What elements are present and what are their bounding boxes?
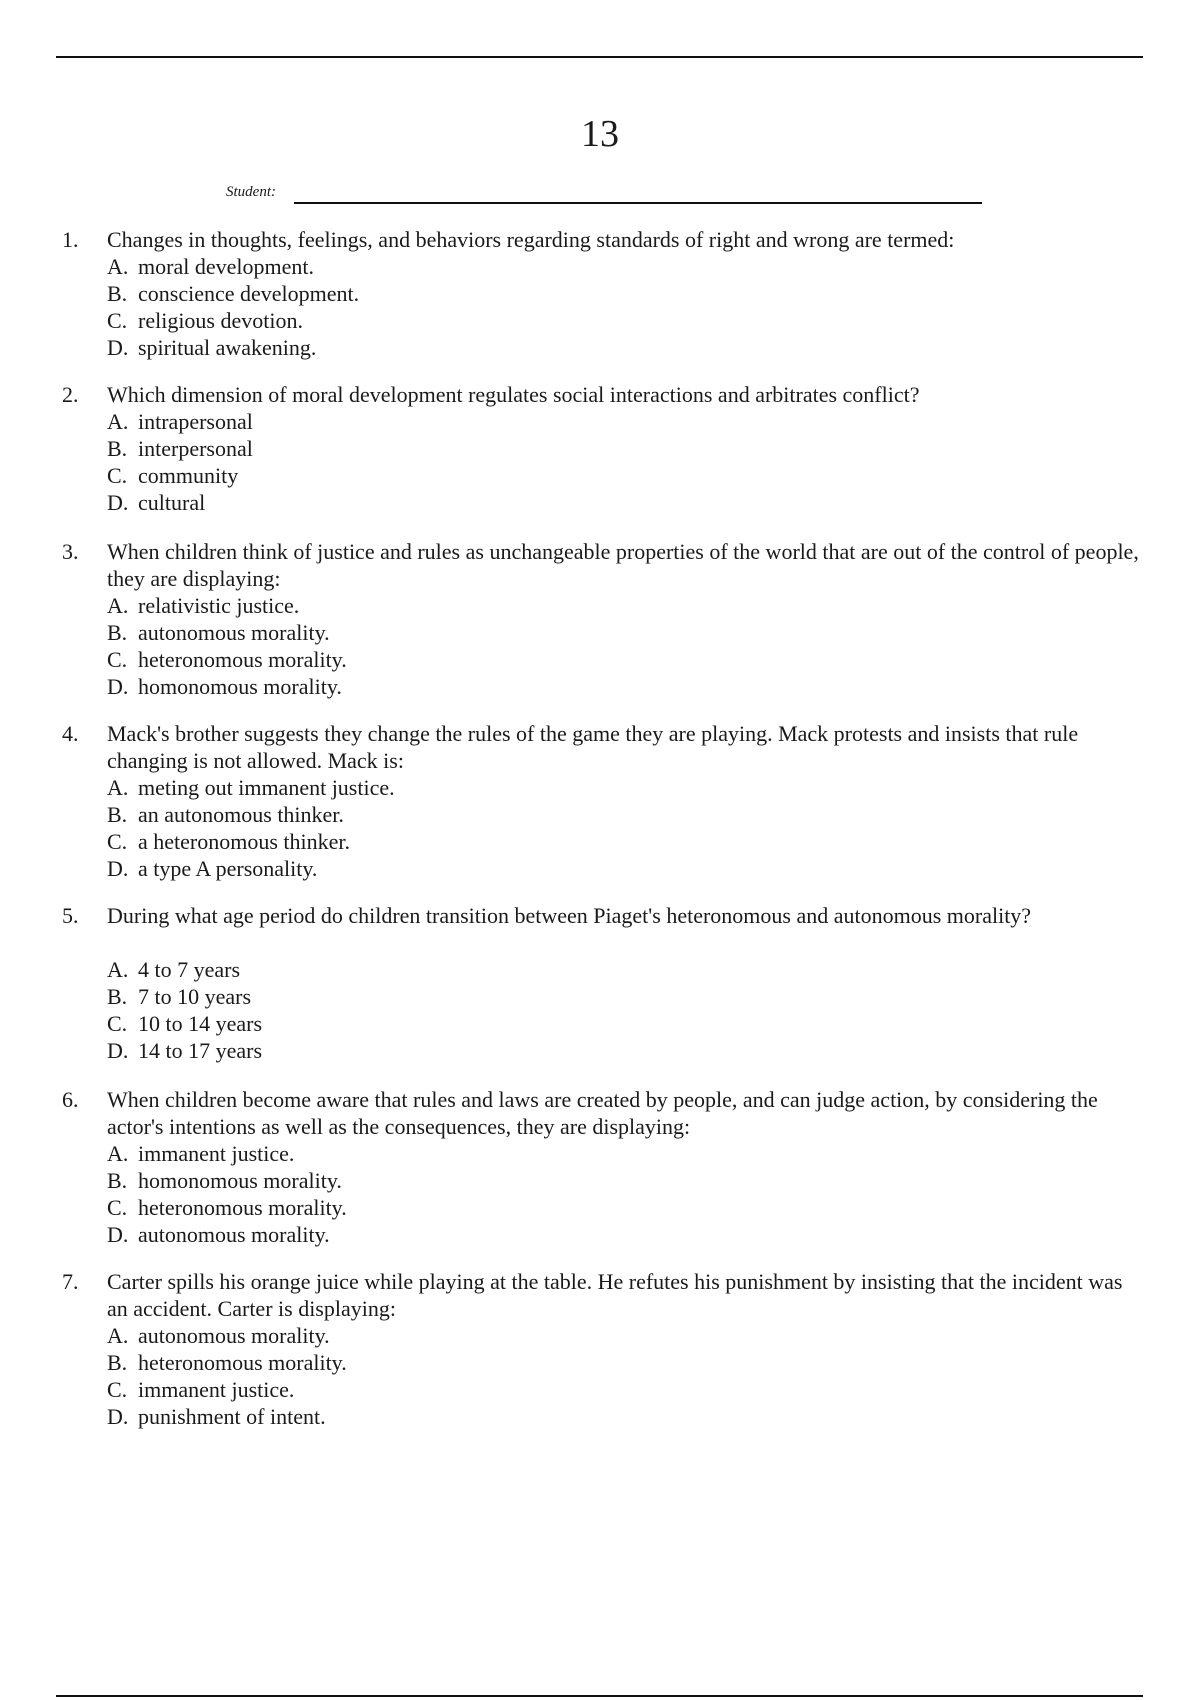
option-text: 14 to 17 years: [138, 1038, 263, 1063]
option-letter: D.: [107, 1222, 129, 1247]
option-text: 10 to 14 years: [138, 1011, 263, 1036]
option-text: autonomous morality.: [138, 1222, 330, 1247]
answer-option[interactable]: [107, 1010, 1007, 1037]
answer-option[interactable]: [107, 1194, 1007, 1221]
answer-option[interactable]: [107, 1403, 1007, 1430]
option-text: homonomous morality.: [138, 1168, 342, 1193]
answer-option[interactable]: [107, 855, 1007, 882]
student-label: Student:: [226, 184, 276, 200]
option-letter: A.: [107, 409, 129, 434]
question-stem: When children become aware that rules and laws are created by people, and can judge action, by considering the actor's intentions as well as the consequences, they are displaying:: [107, 1087, 1098, 1139]
answer-option[interactable]: [107, 435, 1007, 462]
bottom-rule: [56, 1695, 1143, 1697]
question-stem: Carter spills his orange juice while playing at the table. He refutes his punishment by insisting that the incident was an accident. Carter is displaying:: [107, 1269, 1123, 1321]
answer-option[interactable]: [107, 280, 1007, 307]
option-letter: B.: [107, 802, 128, 827]
option-letter: B.: [107, 436, 128, 461]
answer-option[interactable]: [107, 673, 1007, 700]
answer-option[interactable]: [107, 408, 1007, 435]
answer-option[interactable]: [107, 489, 1007, 516]
answer-option[interactable]: [107, 1221, 1007, 1248]
option-letter: C.: [107, 829, 128, 854]
option-text: 4 to 7 years: [138, 957, 241, 982]
answer-option[interactable]: [107, 801, 1007, 828]
option-text: conscience development.: [138, 281, 360, 306]
option-text: heteronomous morality.: [138, 1195, 347, 1220]
answer-option[interactable]: [107, 983, 1007, 1010]
option-text: autonomous morality.: [138, 1323, 330, 1348]
option-text: relativistic justice.: [138, 593, 300, 618]
option-text: punishment of intent.: [138, 1404, 326, 1429]
option-text: a type A personality.: [138, 856, 318, 881]
question-number: 7.: [62, 1269, 79, 1294]
option-letter: D.: [107, 856, 129, 881]
option-letter: B.: [107, 620, 128, 645]
answer-option[interactable]: [107, 646, 1007, 673]
answer-options: [107, 774, 1007, 882]
question-stem: Changes in thoughts, feelings, and behaviors regarding standards of right and wrong are termed:: [107, 227, 955, 252]
option-letter: B.: [107, 1168, 128, 1193]
option-letter: C.: [107, 1195, 128, 1220]
answer-options: [107, 253, 1007, 361]
question-stem: When children think of justice and rules as unchangeable properties of the world that are out of the control of people, they are displaying:: [107, 539, 1139, 591]
answer-option[interactable]: [107, 774, 1007, 801]
option-letter: A.: [107, 1323, 129, 1348]
answer-option[interactable]: [107, 334, 1007, 361]
option-letter: A.: [107, 593, 129, 618]
option-letter: A.: [107, 957, 129, 982]
question-number: 1.: [62, 227, 79, 252]
option-letter: C.: [107, 647, 128, 672]
answer-options: [107, 592, 1007, 700]
option-text: immanent justice.: [138, 1377, 295, 1402]
option-letter: B.: [107, 984, 128, 1009]
option-text: religious devotion.: [138, 308, 303, 333]
answer-option[interactable]: [107, 1167, 1007, 1194]
answer-option[interactable]: [107, 307, 1007, 334]
option-letter: D.: [107, 1404, 129, 1429]
option-text: an autonomous thinker.: [138, 802, 344, 827]
question-number: 4.: [62, 721, 79, 746]
question-stem: Mack's brother suggests they change the rules of the game they are playing. Mack protests and insists that rule changing is not allowed. Mack is:: [107, 721, 1079, 773]
option-text: immanent justice.: [138, 1141, 295, 1166]
option-letter: C.: [107, 308, 128, 333]
question-number: 3.: [62, 539, 79, 564]
answer-options: [107, 408, 1007, 516]
option-letter: C.: [107, 1011, 128, 1036]
answer-option[interactable]: [107, 462, 1007, 489]
option-text: community: [138, 463, 239, 488]
option-text: spiritual awakening.: [138, 335, 317, 360]
option-letter: D.: [107, 1038, 129, 1063]
option-letter: C.: [107, 463, 128, 488]
option-letter: D.: [107, 335, 129, 360]
option-letter: B.: [107, 1350, 128, 1375]
answer-options: [107, 1322, 1007, 1430]
answer-option[interactable]: [107, 1140, 1007, 1167]
question-number: 5.: [62, 903, 79, 928]
option-text: cultural: [138, 490, 206, 515]
option-text: heteronomous morality.: [138, 1350, 347, 1375]
answer-option[interactable]: [107, 592, 1007, 619]
option-letter: B.: [107, 281, 128, 306]
chapter-number: 13: [581, 113, 619, 155]
option-letter: A.: [107, 775, 129, 800]
answer-options: [107, 1140, 1007, 1248]
option-text: 7 to 10 years: [138, 984, 252, 1009]
option-letter: C.: [107, 1377, 128, 1402]
answer-option[interactable]: [107, 956, 1007, 983]
option-text: moral development.: [138, 254, 314, 279]
question-number: 6.: [62, 1087, 79, 1112]
option-letter: D.: [107, 490, 129, 515]
answer-options: [107, 956, 1007, 1064]
answer-option[interactable]: [107, 1322, 1007, 1349]
option-letter: A.: [107, 254, 129, 279]
option-text: autonomous morality.: [138, 620, 330, 645]
answer-option[interactable]: [107, 619, 1007, 646]
answer-option[interactable]: [107, 1376, 1007, 1403]
option-text: intrapersonal: [138, 409, 253, 434]
option-letter: D.: [107, 674, 129, 699]
question-number: 2.: [62, 382, 79, 407]
option-text: meting out immanent justice.: [138, 775, 395, 800]
answer-option[interactable]: [107, 1037, 1007, 1064]
question-stem: During what age period do children transition between Piaget's heteronomous and autonomous morality?: [107, 903, 1032, 928]
answer-option[interactable]: [107, 253, 1007, 280]
option-text: a heteronomous thinker.: [138, 829, 351, 854]
option-text: heteronomous morality.: [138, 647, 347, 672]
answer-option[interactable]: [107, 1349, 1007, 1376]
option-letter: A.: [107, 1141, 129, 1166]
question-stem: Which dimension of moral development regulates social interactions and arbitrates conflict?: [107, 382, 920, 407]
option-text: interpersonal: [138, 436, 253, 461]
answer-option[interactable]: [107, 828, 1007, 855]
option-text: homonomous morality.: [138, 674, 342, 699]
